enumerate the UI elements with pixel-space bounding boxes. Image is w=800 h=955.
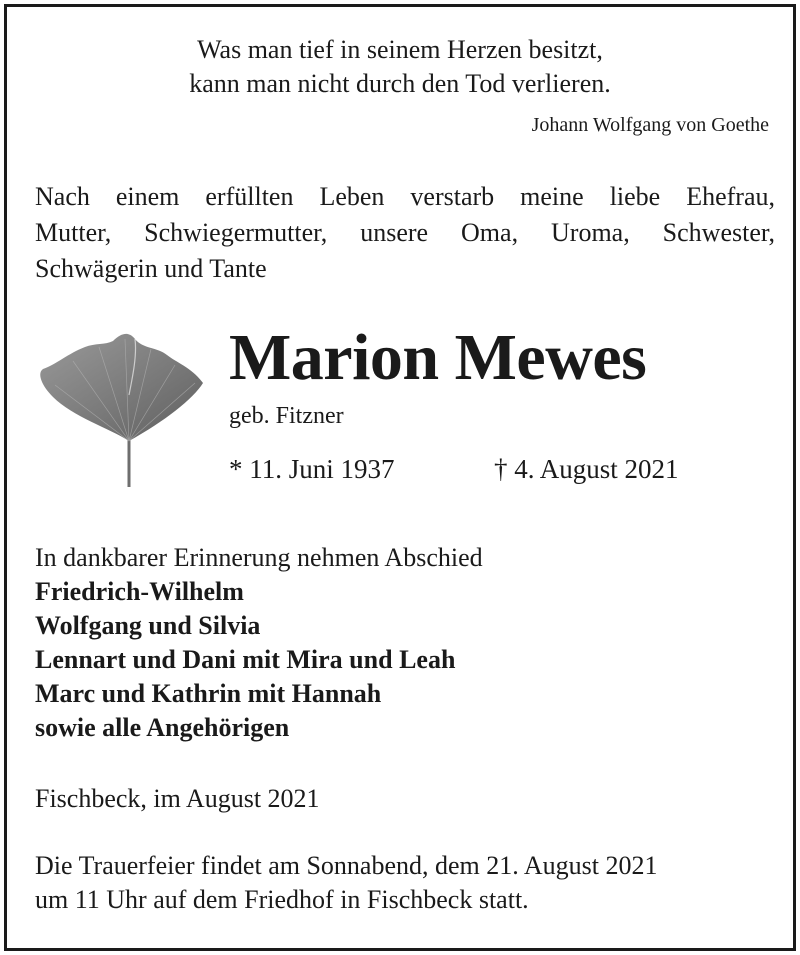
ginkgo-leaf-icon: [33, 325, 205, 497]
mourners-intro: In dankbarer Erinnerung nehmen Abschied: [35, 543, 483, 572]
birth-name: geb. Fitzner: [229, 403, 344, 429]
deceased-name: Marion Mewes: [229, 321, 647, 394]
intro-line-2: Mutter, Schwiegermutter, unsere Oma, Uroma, Schwester,: [35, 218, 775, 247]
mourner-name: Friedrich-Wilhelm: [35, 577, 244, 606]
mourner-name: Wolfgang und Silvia: [35, 611, 261, 640]
intro-text: [35, 179, 775, 287]
birth-date: * 11. Juni 1937: [229, 454, 395, 484]
quote-line-1: Was man tief in seinem Herzen besitzt,: [197, 35, 603, 64]
funeral-line-1: Die Trauerfeier findet am Sonnabend, dem 21. August 2021: [35, 851, 658, 880]
mourners-section: [35, 541, 483, 745]
place-date: Fischbeck, im August 2021: [35, 784, 320, 813]
intro-line-1: Nach einem erfüllten Leben verstarb meine liebe Ehefrau,: [35, 182, 775, 211]
obituary-notice: [4, 4, 796, 951]
mourner-name: sowie alle Angehörigen: [35, 713, 290, 742]
mourner-name: Lennart und Dani mit Mira und Leah: [35, 645, 456, 674]
death-date: † 4. August 2021: [494, 454, 679, 484]
quote: [7, 33, 793, 101]
funeral-line-2: um 11 Uhr auf dem Friedhof in Fischbeck statt.: [35, 885, 529, 914]
quote-line-2: kann man nicht durch den Tod verlieren.: [189, 69, 611, 98]
intro-line-3: Schwägerin und Tante: [35, 254, 267, 283]
mourner-name: Marc und Kathrin mit Hannah: [35, 679, 382, 708]
funeral-info: [35, 849, 657, 917]
quote-author: Johann Wolfgang von Goethe: [531, 114, 769, 136]
